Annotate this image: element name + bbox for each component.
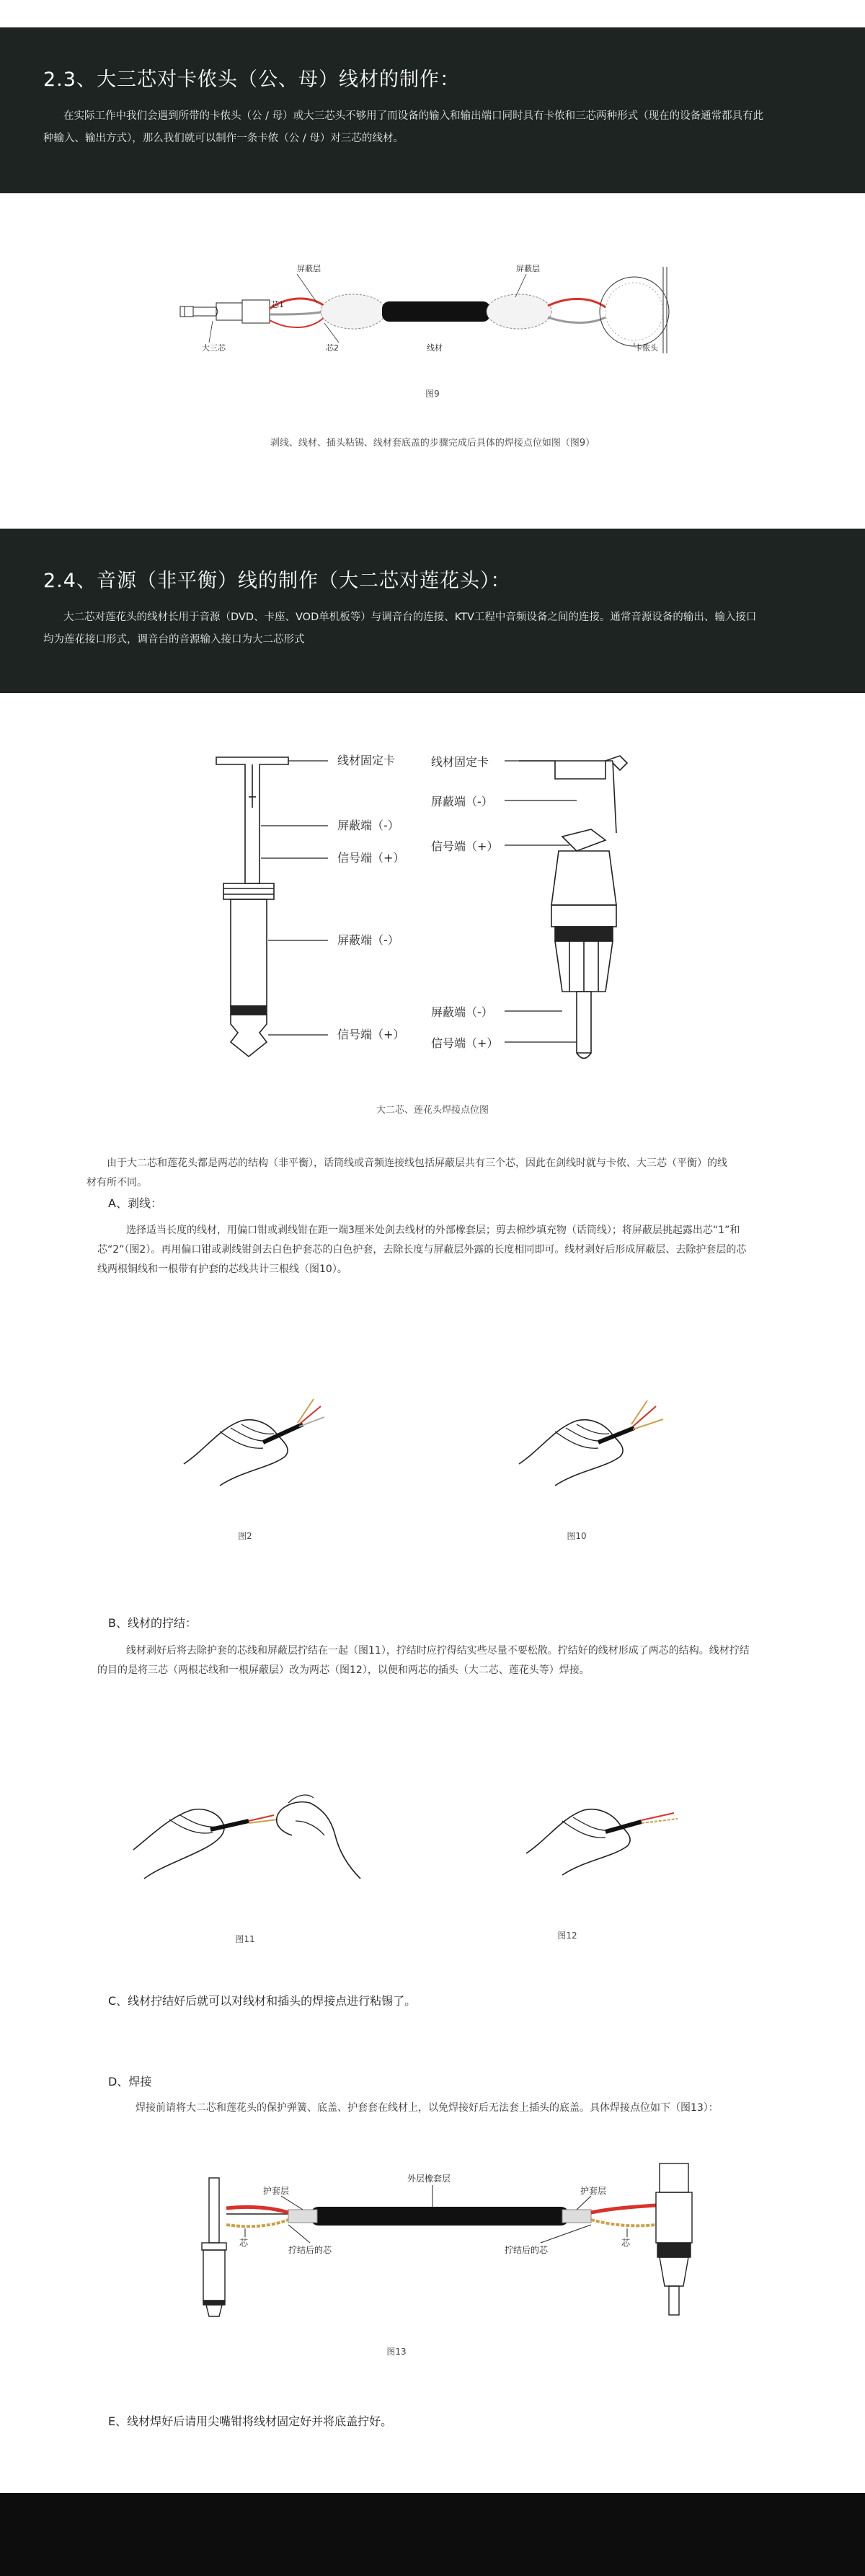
- fig13-sheath-left: 护套层: [263, 2186, 290, 2196]
- label-core2: 芯2: [326, 343, 339, 353]
- weld-diagram: [0, 721, 865, 1096]
- section-body: 在实际工作中我们会遇到所带的卡侬头（公 / 母）或大三芯头不够用了而设备的输入和输出端口同时具有卡侬和三芯两种形式（现在的设备通常都具有此种输入、输出方式），那么我们就可以制作一条卡侬（公 / 母）对三芯的线材。: [43, 110, 764, 144]
- fig12-caption: 图12: [557, 1931, 577, 1941]
- step-c-text: C、线材拧结好后就可以对线材和插头的焊接点进行粘锡了。: [108, 1994, 417, 2008]
- intro-paragraph: 由于大二芯和莲花头都是两芯的结构（非平衡），话筒线或音频连接线包括屏蔽层共有三个芯，因此在剑线时就与卡侬、大三芯（平衡）的线材有所不同。: [86, 1157, 727, 1188]
- hand-illustration-fig12: [519, 1774, 692, 1882]
- hand-illustration-fig11: [130, 1770, 368, 1886]
- section-title: 2.3、大三芯对卡侬头（公、母）线材的制作：: [43, 69, 460, 91]
- left-shield-top-label: 屏蔽端（-）: [337, 819, 399, 832]
- section-body: 大二芯对莲花头的线材长用于音源（DVD、卡座、VOD单机板等）与调音台的连接、KTV工程中音频设备之间的连接。通常音源设备的输出、输入接口均为莲花接口形式，调音台的音源输入接口为大二芯形式: [43, 612, 757, 645]
- label-shield-right: 屏蔽层: [516, 264, 540, 273]
- left-signal-top-label: 信号端（+）: [337, 851, 405, 865]
- figure-9-caption: 图9: [425, 389, 440, 399]
- fig13-twisted-left: 拧结后的芯: [288, 2245, 332, 2255]
- label-cable: 线材: [427, 343, 443, 353]
- left-signal-bottom-label: 信号端（+）: [337, 1028, 405, 1041]
- right-shield-top-label: 屏蔽端（-）: [431, 795, 493, 808]
- fig2-caption: 图2: [238, 1531, 252, 1541]
- fig13-core-left: 芯: [239, 2238, 249, 2248]
- fig13-outer-label: 外层橡套层: [407, 2174, 451, 2184]
- ts-plug-drawing: [216, 757, 288, 1057]
- fig10-caption: 图10: [567, 1531, 587, 1541]
- step-e-text: E、线材焊好后请用尖嘴钳将线材固定好并将底盖拧好。: [108, 2414, 393, 2428]
- weld-diagram-caption: 大二芯、莲花头焊接点位图: [376, 1105, 489, 1116]
- trs-plug-drawing: [180, 300, 270, 323]
- step-b-body: 线材剥好后将去除护套的芯线和屏蔽层拧结在一起（图11），拧结时应拧得结实些尽量不要松散。拧结好的线材形成了两芯的结构。线材拧结的目的是将三芯（两根芯线和一根屏蔽层）改为两芯（图12），以便和两芯的插头（大二芯、莲花头等）焊接。: [97, 1645, 750, 1676]
- step-d-body: 焊接前请将大二芯和莲花头的保护弹簧、底盖、护套套在线材上，以免焊接好后无法套上插头的底盖。具体焊接点位如下（图13）：: [136, 2102, 719, 2114]
- fig13-sheath-right: 护套层: [580, 2186, 607, 2196]
- section-title: 2.4、音源（非平衡）线的制作（大二芯对莲花头）：: [43, 570, 511, 592]
- hand-illustration-fig2: [177, 1385, 350, 1493]
- figure-13-diagram: [72, 2156, 793, 2322]
- section-header-2-4: [0, 529, 865, 693]
- step-d-heading: D、焊接: [108, 2075, 152, 2088]
- figure-9-note: 剥线、线材、插头粘锡、线材套底盖的步骤完成后具体的焊接点位如图（图9）: [270, 438, 595, 449]
- fig13-core-right: 芯: [621, 2238, 631, 2248]
- hand-illustration-fig10: [512, 1385, 685, 1493]
- step-b-heading: B、线材的拧结：: [108, 1616, 197, 1630]
- label-core1: 芯1: [271, 300, 284, 309]
- step-a-heading: A、剥线：: [108, 1196, 162, 1210]
- rca-plug-drawing: [519, 756, 627, 1059]
- rca-plug-drawing: [656, 2163, 692, 2315]
- right-signal-bottom-label: 信号端（+）: [431, 1036, 499, 1050]
- fig11-caption: 图11: [235, 1934, 255, 1944]
- step-a-body: 选择适当长度的线材，用偏口钳或剥线钳在距一端3厘米处剑去线材的外部橡套层；剪去棉纱填充物（话筒线）；将屏蔽层挑起露出芯“1”和芯“2”（图2）。再用偏口钳或剥线钳剑去白色护套芯的白色护套，去除长度与屏蔽层外露的长度相同即可。线材剥好后形成屏蔽层、去除护套层的芯线两根铜线和一根带有护套的芯线共计三根线（图10）。: [97, 1225, 747, 1275]
- right-signal-top-label: 信号端（+）: [431, 839, 499, 853]
- left-clamp-label: 线材固定卡: [337, 754, 396, 767]
- footer-band: [0, 2493, 865, 2576]
- label-shield-left: 屏蔽层: [297, 264, 321, 273]
- label-big3: 大三芯: [202, 343, 226, 353]
- right-clamp-label: 线材固定卡: [431, 755, 489, 769]
- fig13-twisted-right: 拧结后的芯: [505, 2245, 549, 2255]
- fig13-caption: 图13: [386, 2347, 407, 2357]
- left-shield-bottom-label: 屏蔽端（-）: [337, 933, 399, 947]
- section-header-2-3: [0, 27, 865, 193]
- right-shield-bottom-label: 屏蔽端（-）: [431, 1005, 493, 1019]
- xlr-connector-drawing: [600, 267, 669, 353]
- label-xlr: 卡侬头: [634, 343, 658, 353]
